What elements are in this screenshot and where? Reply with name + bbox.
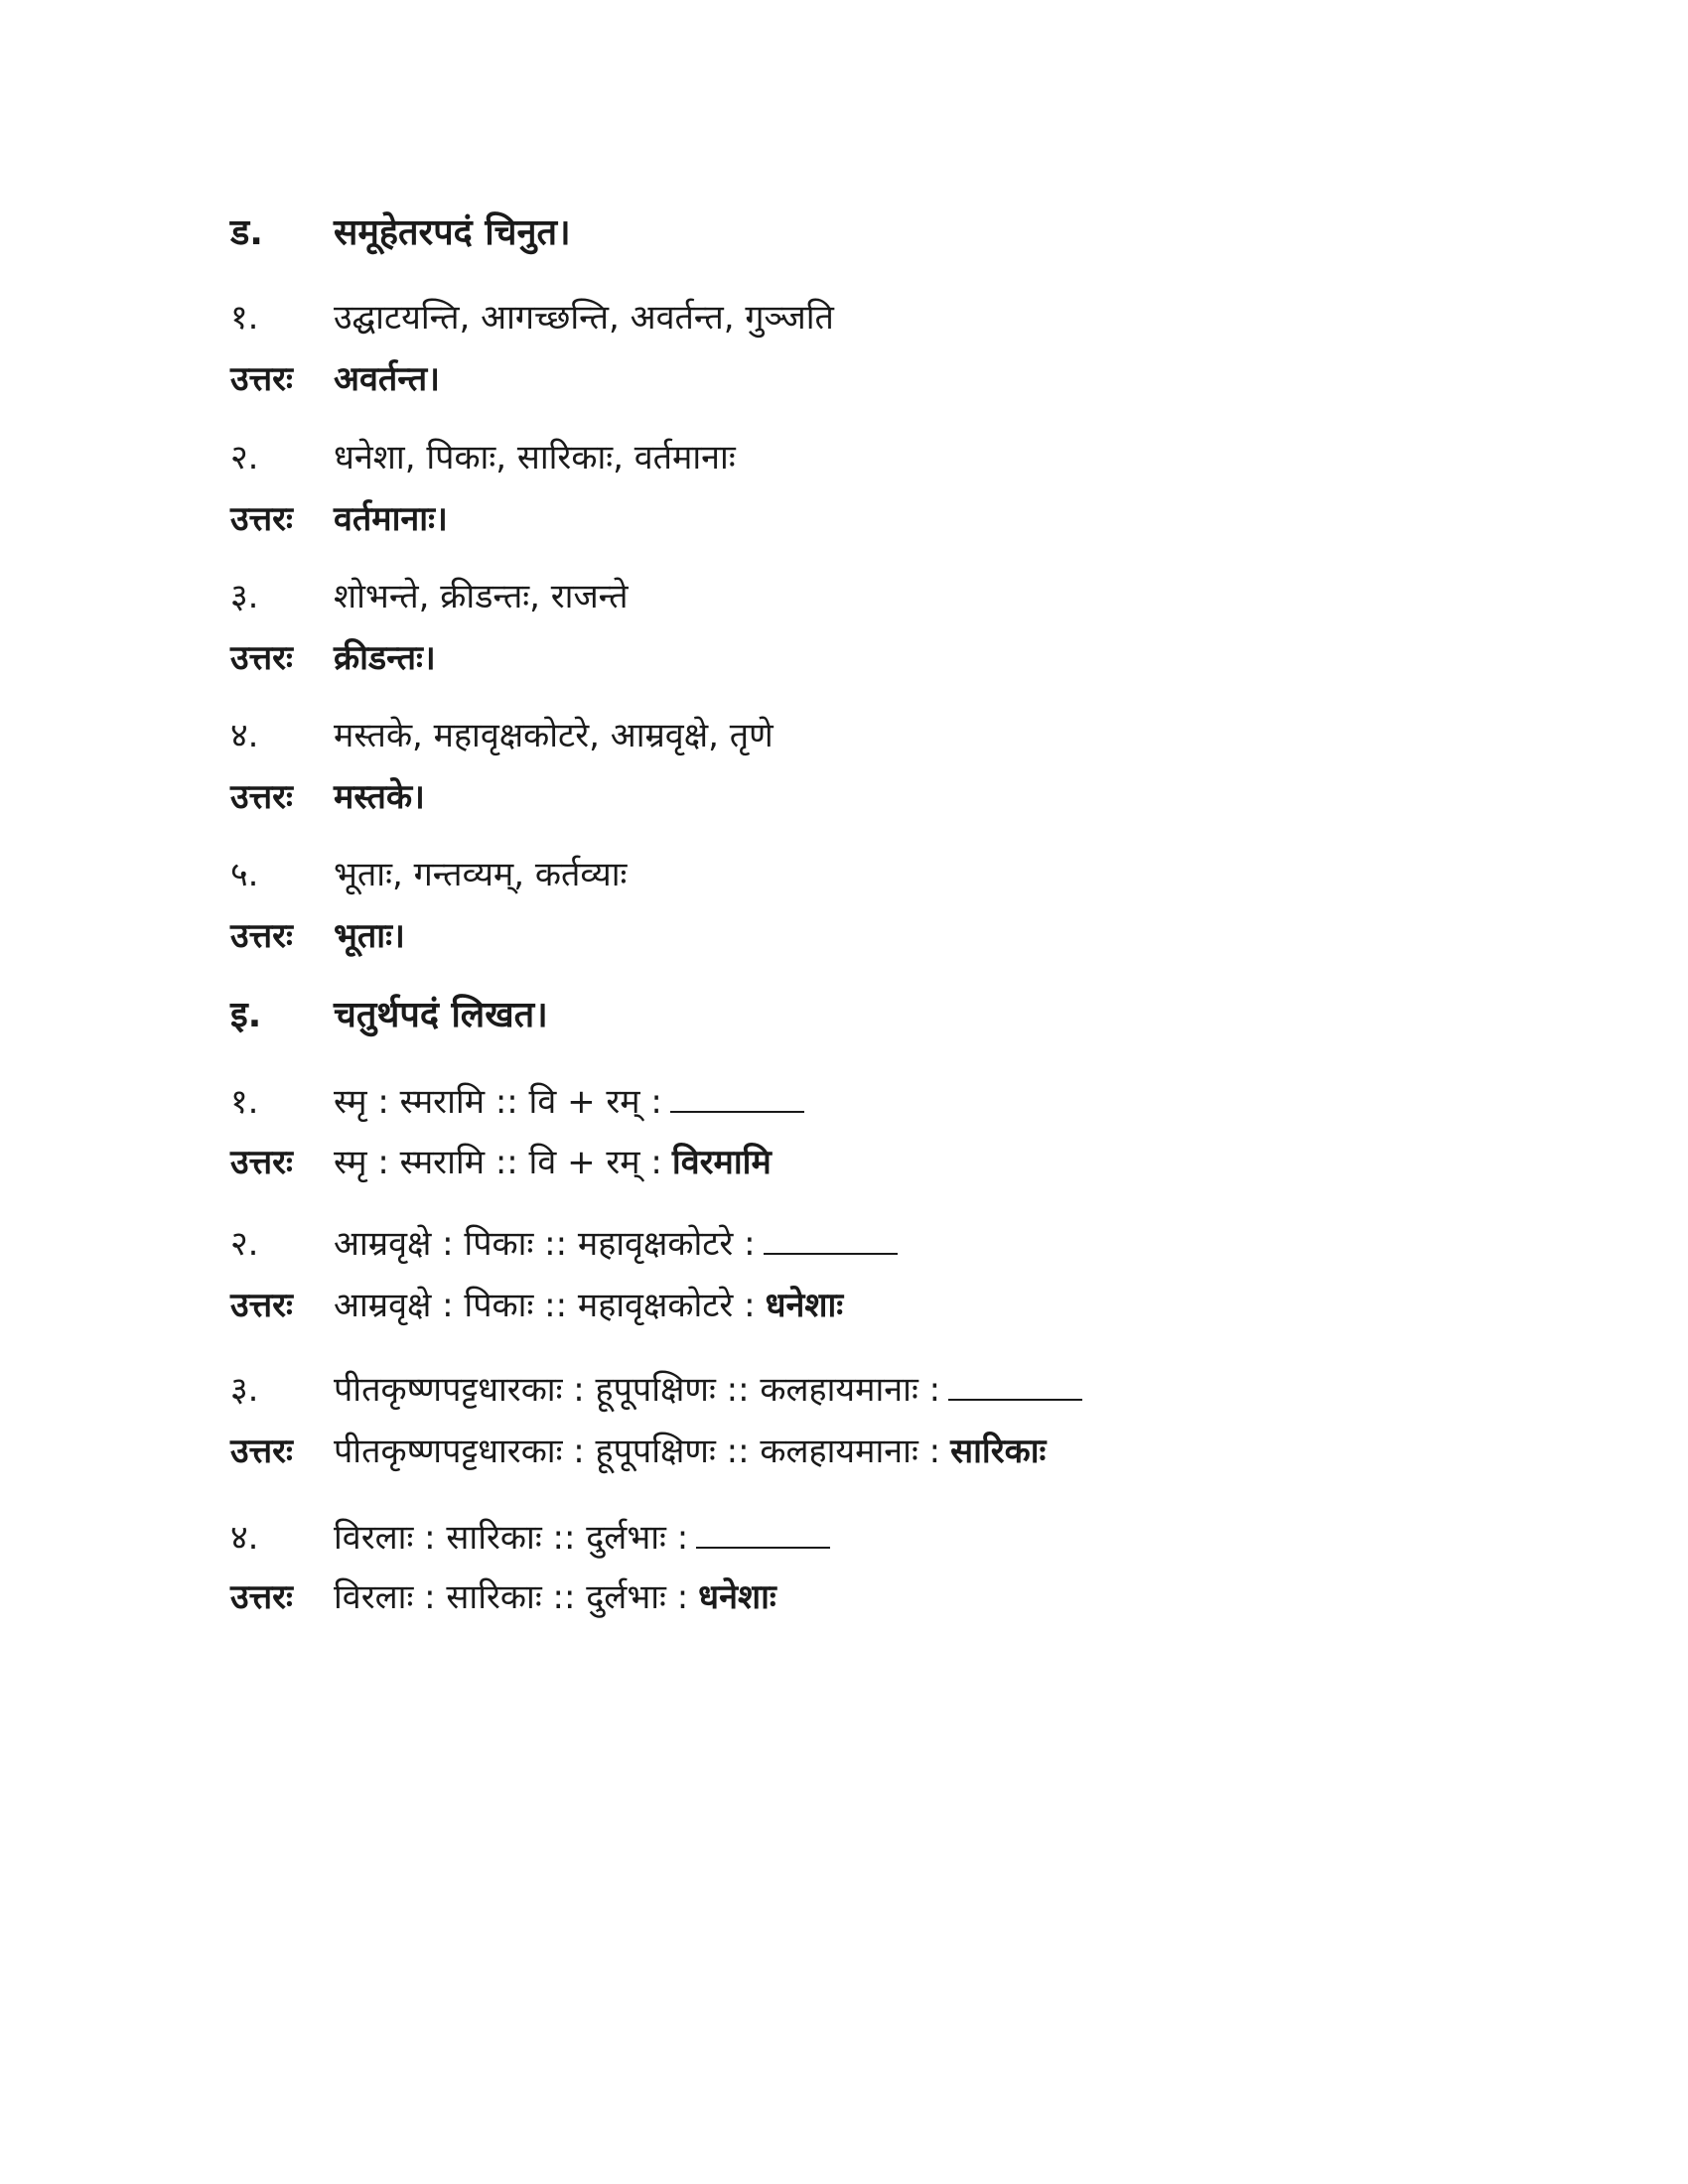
question-text: स्मृ : स्मरामि :: वि + रम् :: [334, 1082, 662, 1122]
answer-label: उत्तरः: [230, 777, 293, 817]
answer-row: [230, 772, 425, 818]
question-number: १.: [230, 1082, 259, 1122]
question-number: १.: [230, 298, 259, 338]
answer-label: उत्तरः: [230, 638, 293, 678]
question-number: ३.: [230, 1370, 259, 1410]
answer-blank: [764, 1225, 898, 1255]
section-e-heading: [230, 989, 548, 1037]
question-text: शोभन्ते, क्रीडन्तः, राजन्ते: [334, 577, 629, 616]
question-number: २.: [230, 1224, 259, 1264]
question-row: [230, 572, 629, 617]
question-number: ५.: [230, 855, 259, 894]
answer-text: वर्तमानाः।: [334, 499, 448, 539]
question-row: [230, 711, 774, 756]
answer-row: [230, 633, 436, 679]
answer-prefix: पीतकृष्णपट्टधारकाः : हूपूपक्षिणः :: कलहायमानाः :: [334, 1432, 941, 1471]
question-row: [230, 1077, 804, 1123]
question-text: मस्तके, महावृक्षकोटरे, आम्रवृक्षे, तृणे: [334, 716, 774, 755]
section-d-title: समूहेतरपदं चिनुत।: [334, 212, 571, 253]
section-d-heading: [230, 206, 571, 255]
question-text: धनेशा, पिकाः, सारिकाः, वर्तमानाः: [334, 438, 736, 478]
answer-text: अवर्तन्त।: [334, 359, 440, 399]
answer-text: धनेशाः: [698, 1577, 776, 1617]
question-row: [230, 433, 736, 478]
answer-row: [230, 1427, 1046, 1472]
answer-text: क्रीडन्तः।: [334, 638, 436, 678]
question-row: [230, 1219, 898, 1265]
answer-label: उत्तरः: [230, 1143, 293, 1182]
answer-text: मस्तके।: [334, 777, 425, 817]
answer-label: उत्तरः: [230, 1286, 293, 1325]
question-number: ४.: [230, 716, 259, 755]
question-text: पीतकृष्णपट्टधारकाः : हूपूपक्षिणः :: कलहायमानाः :: [334, 1370, 941, 1410]
question-text: विरलाः : सारिकाः :: दुर्लभाः :: [334, 1518, 689, 1558]
answer-label: उत्तरः: [230, 916, 293, 956]
answer-prefix: स्मृ : स्मरामि :: वि + रम् :: [334, 1143, 662, 1182]
question-text: आम्रवृक्षे : पिकाः :: महावृक्षकोटरे :: [334, 1224, 756, 1264]
question-row: [230, 850, 627, 895]
answer-blank: [670, 1083, 804, 1113]
question-number: ४.: [230, 1518, 259, 1558]
answer-row: [230, 1138, 772, 1183]
answer-label: उत्तरः: [230, 359, 293, 399]
question-row: [230, 293, 834, 339]
question-row: [230, 1365, 1082, 1411]
answer-label: उत्तरः: [230, 1432, 293, 1471]
answer-row: [230, 354, 440, 400]
answer-blank: [948, 1371, 1082, 1401]
question-text: उद्घाटयन्ति, आगच्छन्ति, अवर्तन्त, गुञ्जति: [334, 298, 834, 338]
answer-prefix: विरलाः : सारिकाः :: दुर्लभाः :: [334, 1577, 689, 1617]
answer-text: भूताः।: [334, 916, 405, 956]
question-number: २.: [230, 438, 259, 478]
answer-prefix: आम्रवृक्षे : पिकाः :: महावृक्षकोटरे :: [334, 1286, 756, 1325]
answer-blank: [696, 1519, 830, 1549]
question-row: [230, 1513, 830, 1559]
section-e-label: इ.: [230, 995, 262, 1035]
answer-text: विरमामि: [671, 1143, 772, 1182]
question-number: ३.: [230, 577, 259, 616]
answer-text: सारिकाः: [950, 1432, 1047, 1471]
answer-row: [230, 494, 448, 540]
answer-text: धनेशाः: [765, 1286, 844, 1325]
answer-row: [230, 1281, 843, 1326]
answer-row: [230, 1572, 776, 1618]
section-d-label: ड.: [230, 212, 263, 253]
answer-label: उत्तरः: [230, 1577, 293, 1617]
section-e-title: चतुर्थपदं लिखत।: [334, 995, 548, 1035]
question-text: भूताः, गन्तव्यम्, कर्तव्याः: [334, 855, 628, 894]
answer-row: [230, 911, 405, 957]
answer-label: उत्तरः: [230, 499, 293, 539]
